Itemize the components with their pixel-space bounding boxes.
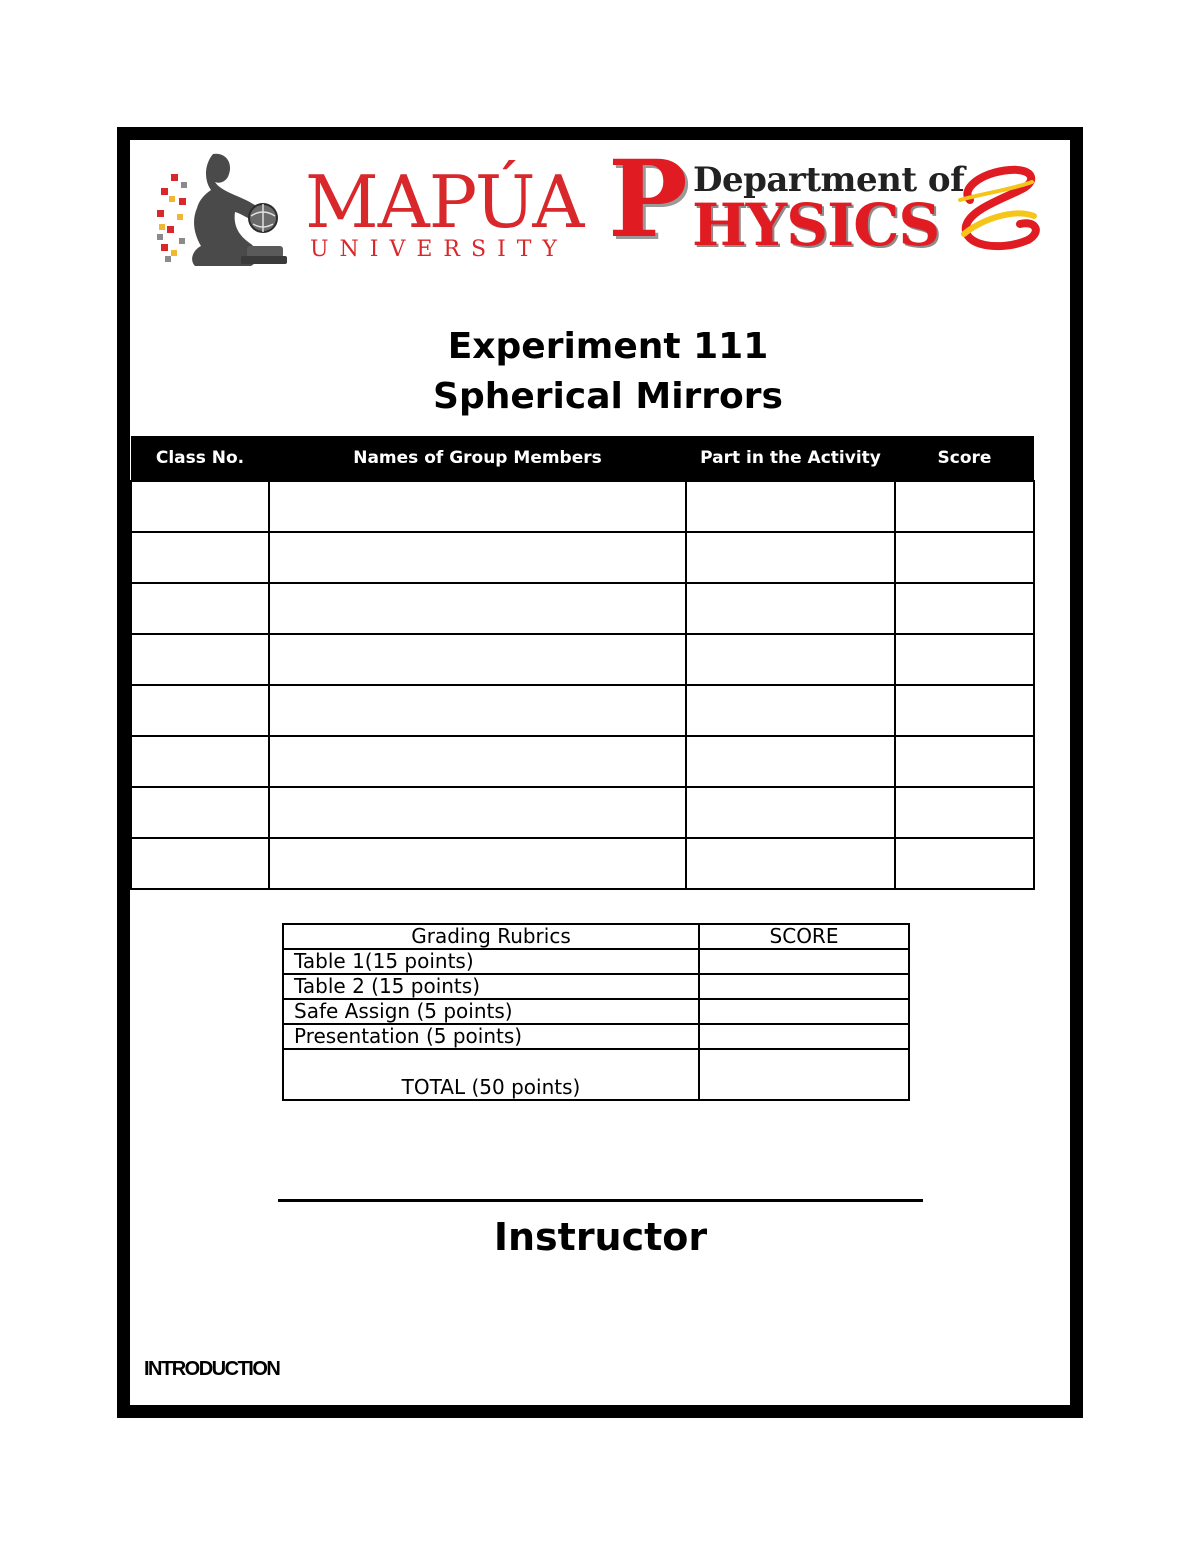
member-name-cell[interactable] — [269, 634, 686, 685]
rubric-row — [283, 974, 909, 999]
part-in-activity-cell[interactable] — [686, 532, 895, 583]
member-name-cell[interactable] — [269, 532, 686, 583]
score-cell[interactable] — [895, 481, 1034, 532]
class-no-cell[interactable] — [131, 736, 269, 787]
table-row — [131, 787, 1034, 838]
rubric-header-score: SCORE — [699, 924, 909, 949]
orbit-swirl-icon — [950, 160, 1042, 260]
table-row — [131, 685, 1034, 736]
header-logos — [130, 136, 1070, 290]
class-no-cell[interactable] — [131, 685, 269, 736]
physics-big-letter: P — [608, 136, 688, 261]
class-no-cell[interactable] — [131, 532, 269, 583]
experiment-number: Experiment 111 — [447, 326, 769, 367]
mapua-emblem-logo — [155, 152, 305, 270]
member-name-cell[interactable] — [269, 685, 686, 736]
rubric-header-label: Grading Rubrics — [283, 924, 699, 949]
rubric-score-cell[interactable] — [699, 1024, 909, 1049]
rubric-header-row — [283, 924, 909, 949]
table-row — [131, 481, 1034, 532]
group-members-table — [130, 436, 1035, 890]
rubric-score-cell[interactable] — [699, 949, 909, 974]
table-row — [131, 736, 1034, 787]
header-score: Score — [895, 436, 1034, 481]
rubric-total-label: TOTAL (50 points) — [283, 1049, 699, 1100]
table-row — [131, 634, 1034, 685]
instructor-label: Instructor — [493, 1215, 708, 1259]
experiment-name: Spherical Mirrors — [433, 376, 783, 417]
part-in-activity-cell[interactable] — [686, 481, 895, 532]
class-no-cell[interactable] — [131, 634, 269, 685]
department-of-text: Department of — [693, 160, 965, 200]
rubric-row — [283, 1024, 909, 1049]
rubric-item-label: Presentation (5 points) — [283, 1024, 699, 1049]
member-name-cell[interactable] — [269, 787, 686, 838]
university-name: MAPÚA — [305, 160, 584, 244]
header-class-no: Class No. — [131, 436, 269, 481]
page-frame — [117, 127, 1083, 1418]
rubric-score-cell[interactable] — [699, 974, 909, 999]
signature-line — [278, 1199, 923, 1202]
table-row — [131, 838, 1034, 889]
part-in-activity-cell[interactable] — [686, 787, 895, 838]
class-no-cell[interactable] — [131, 481, 269, 532]
mapua-wordmark — [305, 162, 595, 262]
score-cell[interactable] — [895, 787, 1034, 838]
rubric-item-label: Table 1(15 points) — [283, 949, 699, 974]
rubric-item-label: Table 2 (15 points) — [283, 974, 699, 999]
class-no-cell[interactable] — [131, 787, 269, 838]
member-name-cell[interactable] — [269, 481, 686, 532]
table-header-row — [131, 436, 1034, 481]
score-cell[interactable] — [895, 532, 1034, 583]
part-in-activity-cell[interactable] — [686, 634, 895, 685]
score-cell[interactable] — [895, 583, 1034, 634]
rubric-row — [283, 999, 909, 1024]
score-cell[interactable] — [895, 736, 1034, 787]
part-in-activity-cell[interactable] — [686, 685, 895, 736]
rubric-item-label: Safe Assign (5 points) — [283, 999, 699, 1024]
part-in-activity-cell[interactable] — [686, 583, 895, 634]
table-row — [131, 532, 1034, 583]
physics-text: HYSICS — [692, 191, 940, 259]
member-name-cell[interactable] — [269, 583, 686, 634]
table-row — [131, 583, 1034, 634]
header-part-in-activity: Part in the Activity — [686, 436, 895, 481]
part-in-activity-cell[interactable] — [686, 736, 895, 787]
university-subtitle: UNIVERSITY — [310, 237, 568, 262]
header-group-members: Names of Group Members — [269, 436, 686, 481]
rubric-total-score-cell[interactable] — [699, 1049, 909, 1100]
class-no-cell[interactable] — [131, 838, 269, 889]
grading-rubrics-table — [282, 923, 910, 1101]
score-cell[interactable] — [895, 838, 1034, 889]
rubric-row — [283, 949, 909, 974]
score-cell[interactable] — [895, 634, 1034, 685]
rubric-score-cell[interactable] — [699, 999, 909, 1024]
member-name-cell[interactable] — [269, 736, 686, 787]
members-table-body — [131, 481, 1034, 889]
rubric-total-row — [283, 1049, 909, 1100]
experiment-title — [130, 322, 1086, 422]
class-no-cell[interactable] — [131, 583, 269, 634]
score-cell[interactable] — [895, 685, 1034, 736]
member-name-cell[interactable] — [269, 838, 686, 889]
part-in-activity-cell[interactable] — [686, 838, 895, 889]
introduction-heading: INTRODUCTION — [144, 1358, 280, 1380]
